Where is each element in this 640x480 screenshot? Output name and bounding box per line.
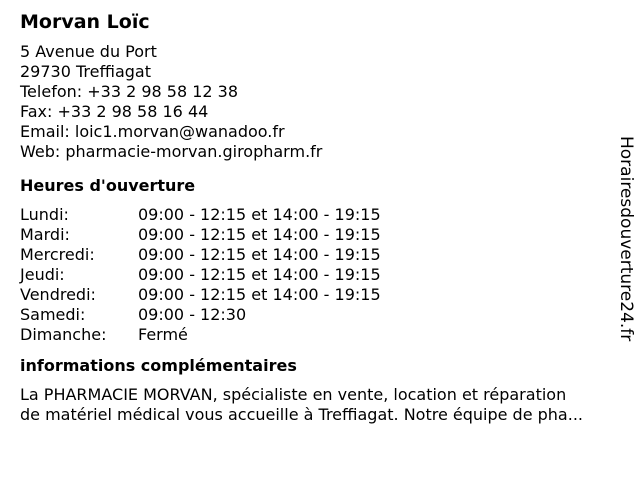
hours-row-wednesday	[20, 245, 632, 265]
hours-row-monday	[20, 205, 632, 225]
website-link[interactable]: Web: pharmacie-morvan.giropharm.fr	[20, 142, 323, 161]
hours-row-friday	[20, 285, 632, 305]
time-value: Fermé	[138, 325, 188, 344]
info-title: informations complémentaires	[20, 356, 297, 375]
hours-row-saturday	[20, 305, 632, 325]
address-street: 5 Avenue du Port	[20, 42, 157, 61]
hours-title: Heures d'ouverture	[20, 176, 196, 195]
contact-block	[20, 42, 632, 162]
time-value: 09:00 - 12:15 et 14:00 - 19:15	[138, 265, 381, 284]
day-label: Lundi:	[20, 205, 69, 224]
email-address[interactable]: Email: loic1.morvan@wanadoo.fr	[20, 122, 285, 141]
info-description	[20, 385, 632, 425]
opening-hours-table	[20, 205, 632, 345]
watermark-text: Horairesdouverture24.fr	[616, 136, 636, 342]
day-label: Jeudi:	[20, 265, 65, 284]
time-value: 09:00 - 12:15 et 14:00 - 19:15	[138, 205, 381, 224]
pharmacy-card	[20, 8, 632, 425]
day-label: Dimanche:	[20, 325, 107, 344]
phone-number[interactable]: Telefon: +33 2 98 58 12 38	[20, 82, 239, 101]
day-label: Mercredi:	[20, 245, 95, 264]
time-value: 09:00 - 12:15 et 14:00 - 19:15	[138, 225, 381, 244]
info-line: de matériel médical vous accueille à Treffiagat. Notre équipe de pha...	[20, 405, 583, 424]
day-label: Vendredi:	[20, 285, 96, 304]
time-value: 09:00 - 12:30	[138, 305, 247, 324]
address-city: 29730 Treffiagat	[20, 62, 151, 81]
day-label: Samedi:	[20, 305, 86, 324]
hours-row-thursday	[20, 265, 632, 285]
hours-row-tuesday	[20, 225, 632, 245]
info-line: La PHARMACIE MORVAN, spécialiste en vente, location et réparation	[20, 385, 567, 404]
day-label: Mardi:	[20, 225, 70, 244]
fax-number: Fax: +33 2 98 58 16 44	[20, 102, 209, 121]
time-value: 09:00 - 12:15 et 14:00 - 19:15	[138, 285, 381, 304]
pharmacy-name: Morvan Loïc	[20, 11, 150, 33]
hours-row-sunday	[20, 325, 632, 345]
time-value: 09:00 - 12:15 et 14:00 - 19:15	[138, 245, 381, 264]
